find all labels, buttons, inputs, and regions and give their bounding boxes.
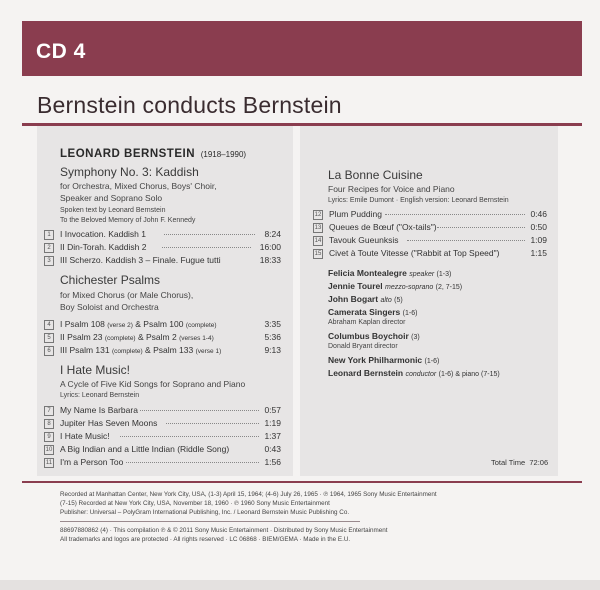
director-credit: Donald Bryant director [328,343,398,350]
track-number: 2 [44,243,54,253]
work-title-i-hate-music: I Hate Music! [60,363,131,377]
track-number: 5 [44,333,54,343]
dot-leader [126,462,259,463]
performer [328,368,500,378]
track-duration: 1:15 [530,248,547,258]
total-time [491,458,548,467]
performer-name: New York Philharmonic [328,355,423,365]
track-row [313,222,547,233]
track-row [44,444,281,455]
bottom-divider [22,481,582,483]
track-number: 8 [44,419,54,429]
performer [328,331,420,341]
director-credit: Abraham Kaplan director [328,319,406,326]
track-title: I'm a Person Too [60,457,124,467]
performer-name: John Bogart [328,294,379,304]
work-desc: Speaker and Soprano Solo [60,193,163,203]
work-desc: for Mixed Chorus (or Male Chorus), [60,290,194,300]
track-title [60,332,214,342]
psalm-verses: (complete) [111,348,143,355]
track-title: I Hate Music! [60,431,110,441]
performer-name: Leonard Bernstein [328,368,404,378]
psalm-text: & Psalm 100 [132,319,186,329]
performer-tracks: (1-3) [436,271,452,278]
page-edge [0,580,600,590]
track-duration: 1:37 [264,431,281,441]
track-number: 1 [44,230,54,240]
performer-role: alto [380,297,392,304]
work-desc: Boy Soloist and Orchestra [60,302,159,312]
track-title: III Scherzo. Kaddish 3 – Finale. Fugue tutti [60,255,221,265]
album-title: Bernstein conducts Bernstein [37,92,342,118]
track-row [44,255,281,266]
composer-name: LEONARD BERNSTEIN [60,148,196,160]
track-number: 14 [314,238,322,244]
track-title: Queues de Bœuf ("Ox-tails") [329,222,437,232]
track-duration: 0:57 [264,405,281,415]
psalm-text: I Psalm 108 [60,319,108,329]
cd-header-band [22,21,582,76]
work-note: Lyrics: Leonard Bernstein [60,392,140,399]
performer-name: Camerata Singers [328,307,401,317]
composer-years: (1918–1990) [200,150,247,159]
track-number: 11 [45,460,53,466]
recording-credits: Recorded at Manhattan Center, New York City, USA, (1-3) April 15, 1964; (4-6) July 26, 1965 · ℗ 1964, 1965 Sony Music Entertainment [60,491,437,498]
work-title-kaddish: Symphony No. 3: Kaddish [60,165,199,179]
track-number: 6 [44,346,54,356]
track-row [44,405,281,416]
track-number: 3 [44,256,54,266]
psalm-text: III Psalm 131 [60,345,112,355]
dot-leader [407,240,525,241]
psalm-verses: (verse 2) [107,322,133,329]
track-title: My Name Is Barbara [60,405,138,415]
performer-role: speaker [409,271,435,278]
track-row [44,457,281,468]
track-number: 9 [44,432,54,442]
work-title-chichester: Chichester Psalms [60,273,161,287]
performer-role: mezzo-soprano [385,284,434,291]
track-duration: 16:00 [259,242,281,252]
track-title: Jupiter Has Seven Moons [60,418,158,428]
dot-leader [140,410,259,411]
performer [328,307,417,317]
track-row [44,229,281,240]
work-desc: Four Recipes for Voice and Piano [328,184,455,194]
composer-heading [60,148,246,160]
performer [328,355,439,365]
performer [328,268,451,278]
track-row [44,242,281,253]
psalm-verses: (complete) [185,322,217,329]
track-duration: 3:35 [264,319,281,329]
publisher-credit: Publisher: Universal – PolyGram International Publishing, Inc. / Leonard Bernstein Music Publishing Co. [60,509,350,516]
track-number: 15 [314,251,322,257]
track-title: A Big Indian and a Little Indian (Riddle Song) [60,444,230,454]
track-title: Plum Pudding [329,209,382,219]
track-row [44,418,281,429]
performer-tracks: (1-6) [424,358,440,365]
track-row [313,209,547,220]
track-row [44,332,281,343]
dot-leader [120,436,259,437]
work-note: Spoken text by Leonard Bernstein [60,207,166,214]
track-row [44,345,281,356]
track-title [60,319,217,329]
track-number: 12 [314,212,322,218]
dot-leader [164,234,255,235]
work-desc: for Orchestra, Mixed Chorus, Boys' Choir, [60,181,217,191]
track-title: Tavouk Gueunksis [329,235,399,245]
track-title: Civet à Toute Vitesse ("Rabbit at Top Speed") [329,248,500,258]
track-title: II Din-Torah. Kaddish 2 [60,242,147,252]
dot-leader [385,214,525,215]
psalm-verses: (verse 1) [195,348,222,355]
track-number: 4 [44,320,54,330]
track-row [313,248,547,259]
track-duration: 0:43 [264,444,281,454]
track-duration: 5:36 [264,332,281,342]
recording-credits: (7-15) Recorded at New York City, USA, November 18, 1960 · ℗ 1960 Sony Music Entertainment [60,500,330,507]
performer-tracks: (3) [411,334,420,341]
performer-tracks: (5) [394,297,403,304]
track-duration: 8:24 [264,229,281,239]
track-duration: 0:50 [530,222,547,232]
track-duration: 18:33 [259,255,281,265]
track-number: 7 [44,406,54,416]
track-duration: 9:13 [264,345,281,355]
performer-role: conductor [405,371,437,378]
track-row [44,431,281,442]
track-title [60,345,221,355]
cd-number: CD 4 [36,40,86,63]
track-row [313,235,547,246]
psalm-text: II Psalm 23 [60,332,105,342]
total-time-value: 72:06 [529,458,549,467]
total-time-label: Total Time [491,458,526,467]
work-note: To the Beloved Memory of John F. Kennedy [60,217,196,224]
performer-tracks: (1-6) & piano (7-15) [438,371,500,378]
track-duration: 0:46 [530,209,547,219]
rights-line: All trademarks and logos are protected · All rights reserved · LC 06868 · BIEM/GEMA · Made in the E.U. [60,536,351,543]
performer-tracks: (2, 7-15) [435,284,463,291]
work-title-la-bonne-cuisine: La Bonne Cuisine [328,168,423,182]
performer-name: Felicia Montealegre [328,268,407,278]
track-row [44,319,281,330]
track-number: 13 [314,225,322,231]
performer-name: Jennie Tourel [328,281,383,291]
track-title: I Invocation. Kaddish 1 [60,229,147,239]
psalm-text: & Psalm 2 [135,332,180,342]
catalog-line: 88697880862 (4) · This compilation ℗ & © 2011 Sony Music Entertainment · Distributed by Sony Music Entertainment [60,527,388,534]
track-duration: 1:56 [264,457,281,467]
track-duration: 1:09 [530,235,547,245]
track-number: 10 [45,447,53,453]
psalm-verses: (verses 1-4) [179,335,214,342]
work-note: Lyrics: Emile Dumont · English version: Leonard Bernstein [328,197,509,204]
dot-leader [162,247,251,248]
psalm-text: & Psalm 133 [142,345,196,355]
performer [328,281,462,291]
footer-divider [60,521,360,522]
dot-leader [166,423,259,424]
dot-leader [437,227,525,228]
performer-name: Columbus Boychoir [328,331,409,341]
performer [328,294,403,304]
work-desc: A Cycle of Five Kid Songs for Soprano and Piano [60,379,246,389]
psalm-verses: (complete) [104,335,136,342]
performer-tracks: (1-6) [402,310,418,317]
track-duration: 1:19 [264,418,281,428]
